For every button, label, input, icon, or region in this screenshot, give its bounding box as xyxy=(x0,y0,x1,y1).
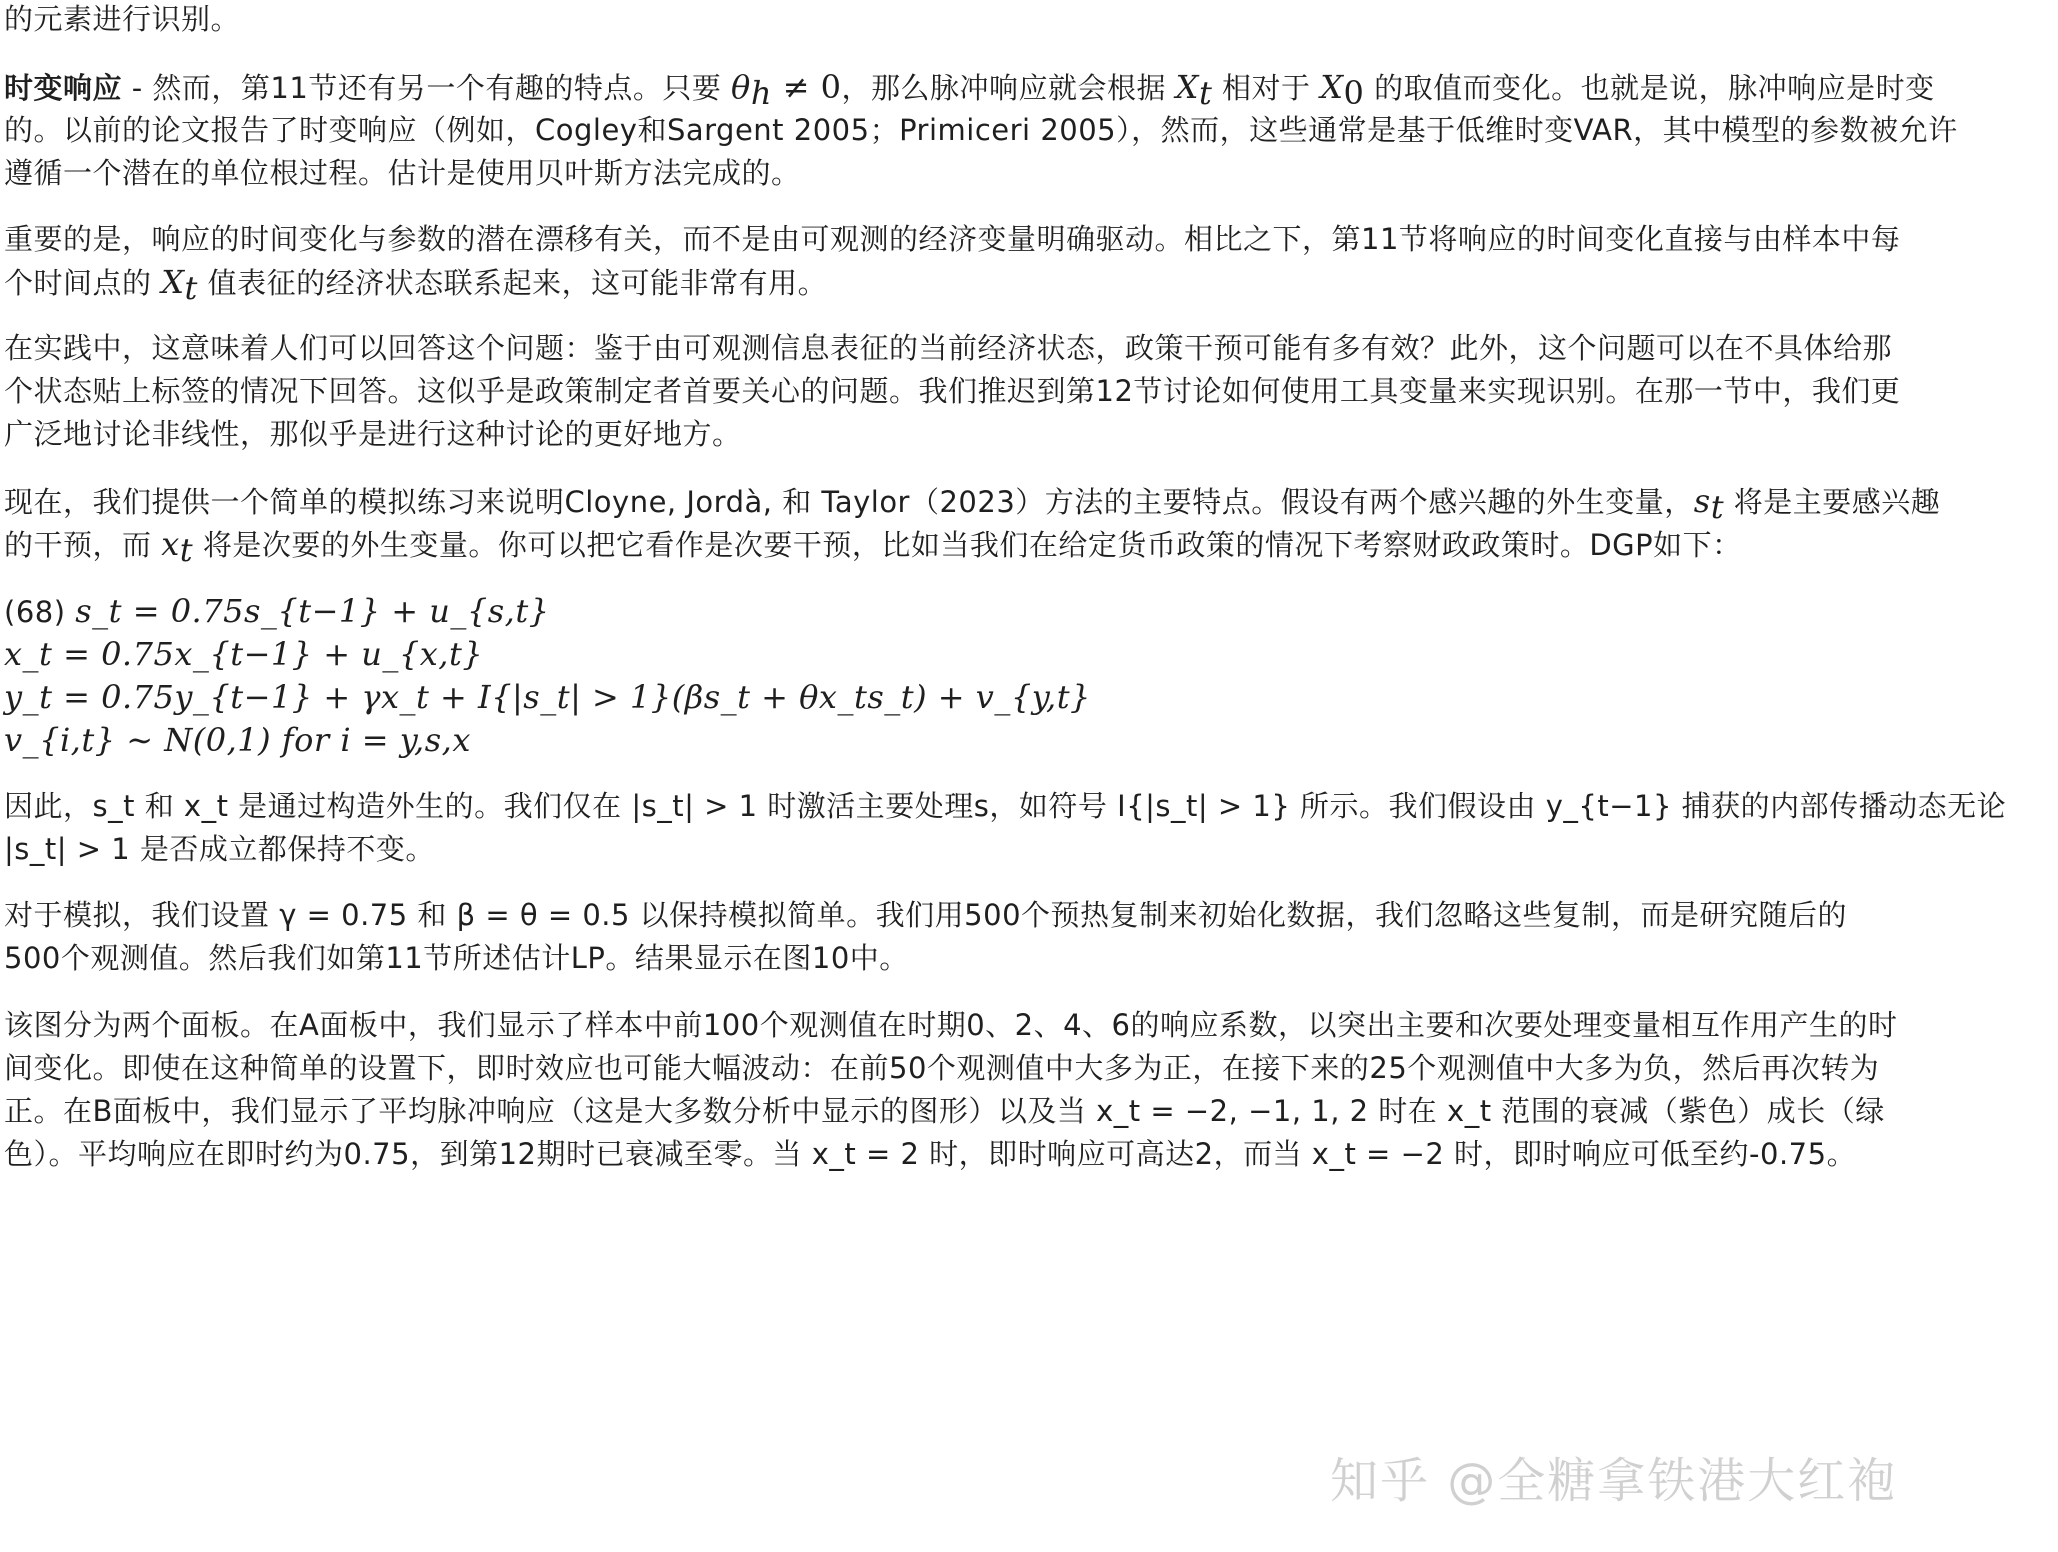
math-sub: t xyxy=(1198,74,1213,112)
equation: s_t = 0.75s_{t−1} + u_{s,t} xyxy=(75,592,550,630)
equation: y_t = 0.75y_{t−1} + γx_t + I{|s_t| > 1}(βs_t + θx_ts_t) + v_{y,t} xyxy=(4,678,1091,716)
text: 500个观测值。然后我们如第11节所述估计LP。结果显示在图10中。 xyxy=(4,941,909,975)
paragraph-line xyxy=(4,1129,1856,1179)
text: 个时间点的 xyxy=(4,266,162,300)
math: s xyxy=(1693,482,1711,520)
text: 在实践中，这意味着人们可以回答这个问题：鉴于由可观测信息表征的当前经济状态，政策干预可能有多有效？此外，这个问题可以在不具体给那 xyxy=(4,331,1893,365)
math: X xyxy=(1175,68,1199,106)
paragraph-line xyxy=(4,519,1742,569)
equation: x_t = 0.75x_{t−1} + u_{x,t} xyxy=(4,635,484,673)
text: 因此，s_t 和 x_t 是通过构造外生的。我们仅在 |s_t| > 1 时激活主要处理s，如符号 I{|s_t| > 1} 所示。我们假设由 y_{t−1} 捕获的内部传播动态无论 xyxy=(4,789,2007,823)
paragraph-line xyxy=(4,148,801,198)
text: 间变化。即使在这种简单的设置下，即时效应也可能大幅波动：在前50个观测值中大多为正，在接下来的25个观测值中大多为负，然后再次转为 xyxy=(4,1051,1880,1085)
text: ，那么脉冲响应就会根据 xyxy=(841,71,1176,105)
math: ≠ 0 xyxy=(771,68,842,106)
text: 个状态贴上标签的情况下回答。这似乎是政策制定者首要关心的问题。我们推迟到第12节讨论如何使用工具变量来实现识别。在那一节中，我们更 xyxy=(4,374,1901,408)
text: 的取值而变化。也就是说，脉冲响应是时变 xyxy=(1364,71,1935,105)
text: 遵循一个潜在的单位根过程。估计是使用贝叶斯方法完成的。 xyxy=(4,156,801,190)
text: 值表征的经济状态联系起来，这可能非常有用。 xyxy=(197,266,828,300)
text: 对于模拟，我们设置 γ = 0.75 和 β = θ = 0.5 以保持模拟简单。我们用500个预热复制来初始化数据，我们忽略这些复制，而是研究随后的 xyxy=(4,898,1848,932)
paragraph-line xyxy=(4,824,435,874)
text: 正。在B面板中，我们显示了平均脉冲响应（这是大多数分析中显示的图形）以及当 x_t = −2, −1, 1, 2 时在 x_t 范围的衰减（紫色）成长（绿 xyxy=(4,1094,1885,1128)
text: 色）。平均响应在即时约为0.75，到第12期时已衰减至零。当 x_t = 2 时，即时响应可高达2，而当 x_t = −2 时，即时响应可低至约-0.75。 xyxy=(4,1137,1857,1171)
math-sub: t xyxy=(184,269,198,307)
text: 的。以前的论文报告了时变响应（例如，Cogley和Sargent 2005；Primiceri 2005），然而，这些通常是基于低维时变VAR，其中模型的参数被允许 xyxy=(4,113,1958,147)
paragraph-line xyxy=(4,933,909,983)
math: θ xyxy=(731,68,751,106)
math-sub: t xyxy=(179,531,194,569)
text: 相对于 xyxy=(1212,71,1321,105)
text: 的干预，而 xyxy=(4,528,162,562)
math-sub: t xyxy=(1710,488,1725,526)
text: 重要的是，响应的时间变化与参数的潜在漂移有关，而不是由可观测的经济变量明确驱动。相比之下，第11节将响应的时间变化直接与由样本中每 xyxy=(4,222,1901,256)
paragraph-line xyxy=(4,409,742,459)
text: 广泛地讨论非线性，那似乎是进行这种讨论的更好地方。 xyxy=(4,417,742,451)
math: X xyxy=(161,263,185,301)
text: 的元素进行识别。 xyxy=(4,2,241,36)
math-sub: 0 xyxy=(1343,74,1365,112)
math: x xyxy=(161,525,180,563)
text: 将是次要的外生变量。你可以把它看作是次要干预，比如当我们在给定货币政策的情况下考察财政政策时。DGP如下： xyxy=(193,528,1742,562)
text: 现在，我们提供一个简单的模拟练习来说明Cloyne, Jordà, 和 Taylor（2023）方法的主要特点。假设有两个感兴趣的外生变量， xyxy=(4,485,1694,519)
text: |s_t| > 1 是否成立都保持不变。 xyxy=(4,832,435,866)
math-sub: h xyxy=(750,74,772,112)
equation-line xyxy=(4,715,471,765)
text: 将是主要感兴趣 xyxy=(1724,485,1941,519)
paragraph-line xyxy=(4,257,827,307)
paragraph-line xyxy=(4,0,240,44)
watermark: 知乎 @全糖拿铁港大红袍 xyxy=(1330,1453,1898,1509)
text: - 然而，第11节还有另一个有趣的特点。只要 xyxy=(122,71,732,105)
bold-term: 时变响应 xyxy=(4,71,123,105)
math: X xyxy=(1320,68,1344,106)
equation: v_{i,t} ∼ N(0,1) for i = y,s,x xyxy=(4,721,471,759)
text: 该图分为两个面板。在A面板中，我们显示了样本中前100个观测值在时期0、2、4、6的响应系数，以突出主要和次要处理变量相互作用产生的时 xyxy=(4,1008,1898,1042)
equation-label: (68) xyxy=(4,595,76,629)
